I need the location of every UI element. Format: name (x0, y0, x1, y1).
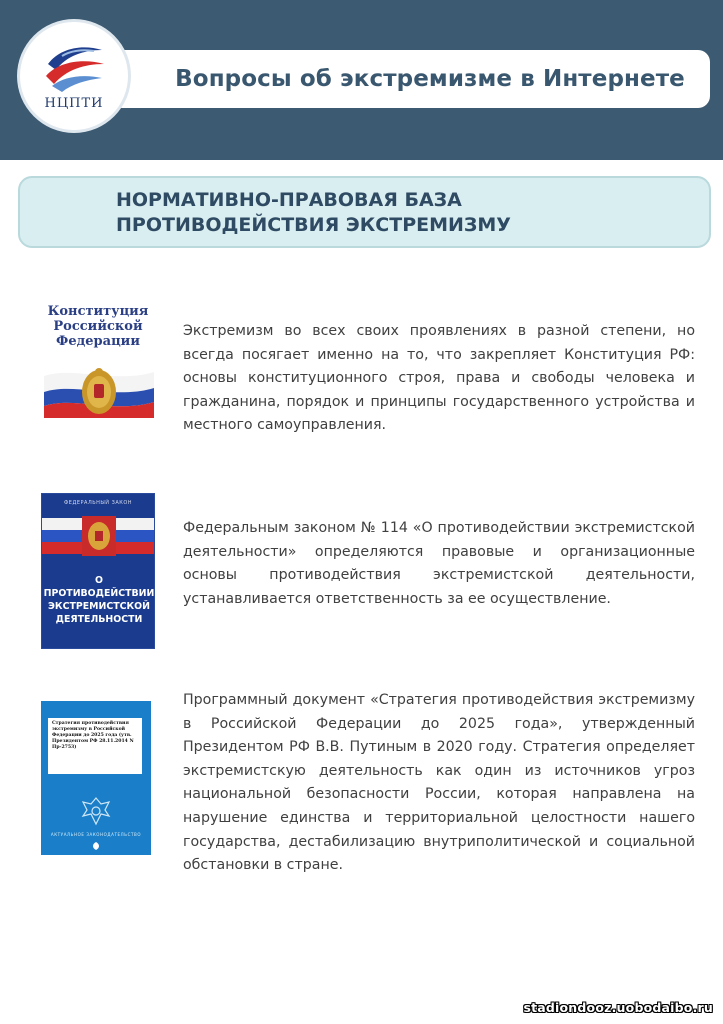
header-title-box (110, 50, 710, 108)
constitution-cover-icon (40, 300, 156, 422)
logo (20, 22, 128, 130)
strategy-cover-text: Стратегия противодействия экстремизму в Российской Федерации до 2025 года (утв. Президентом РФ 28.11.2014 N Пр-2753) (52, 721, 134, 750)
flag-and-emblem-icon (44, 362, 154, 418)
federal-law-top-label: ФЕДЕРАЛЬНЫЙ ЗАКОН (63, 500, 133, 506)
law-title-line-2: ЭКСТРЕМИСТСКОЙ (48, 601, 150, 612)
item-text-federal-law: Федеральным законом № 114 «О противодействии экстремистской деятельности» определяются правовые и организационные основы противодействия экстремистской деятельности, устанавливается ответственность за ее осуществление. (183, 520, 695, 607)
constitution-title-line-3: Федерации (56, 334, 140, 349)
section-title (116, 188, 511, 238)
federal-law-cover-icon (41, 493, 155, 649)
law-title-line-3: ДЕЯТЕЛЬНОСТИ (55, 614, 143, 625)
constitution-cover-title (40, 304, 156, 349)
section-title-line-2: ПРОТИВОДЕЙСТВИЯ ЭКСТРЕМИЗМУ (116, 214, 511, 236)
constitution-title-line-2: Российской (53, 319, 143, 334)
logo-text: НЦПТИ (44, 95, 104, 111)
strategy-cover-bottom-label: АКТУАЛЬНОЕ ЗАКОНОДАТЕЛЬСТВО (50, 832, 142, 837)
strategy-cover-icon (41, 701, 151, 855)
federal-law-cover-title (42, 574, 155, 626)
item-text-constitution: Экстремизм во всех своих проявлениях в разной степени, но всегда посягает именно на то, что закрепляет Конституция РФ: основы конституционного строя, права и свободы человека и гражданина, порядок и принципы государственного устройства и местного самоуправления. (183, 323, 695, 434)
flag-emblem-icon (42, 516, 155, 556)
law-title-line-1: О ПРОТИВОДЕЙСТВИИ (43, 575, 155, 599)
publisher-leaf-icon (91, 841, 101, 851)
section-heading-box (18, 176, 711, 248)
page-title: Вопросы об экстремизме в Интернете (175, 66, 685, 92)
item-text-strategy: Программный документ «Стратегия противодействия экстремизму в Российской Федерации до 2025 года», утвержденный Президентом РФ В.В. Путиным в 2020 году. Стратегия определяет экстремистскую деятельность как один из источников угроз национальной безопасности России, которая направлена на нарушение единства и территориальной целостности нашего государства, дестабилизацию внутриполитической и социальной обстановки в стране. (183, 692, 695, 874)
nciti-swoosh-logo-icon (42, 42, 106, 94)
section-title-line-1: НОРМАТИВНО-ПРАВОВАЯ БАЗА (116, 189, 462, 211)
double-headed-eagle-icon (79, 794, 113, 828)
site-watermark: stadiondooz.uobodaibo.ru (523, 1000, 713, 1015)
strategy-cover-paper (48, 718, 142, 774)
constitution-title-line-1: Конституция (47, 304, 149, 319)
